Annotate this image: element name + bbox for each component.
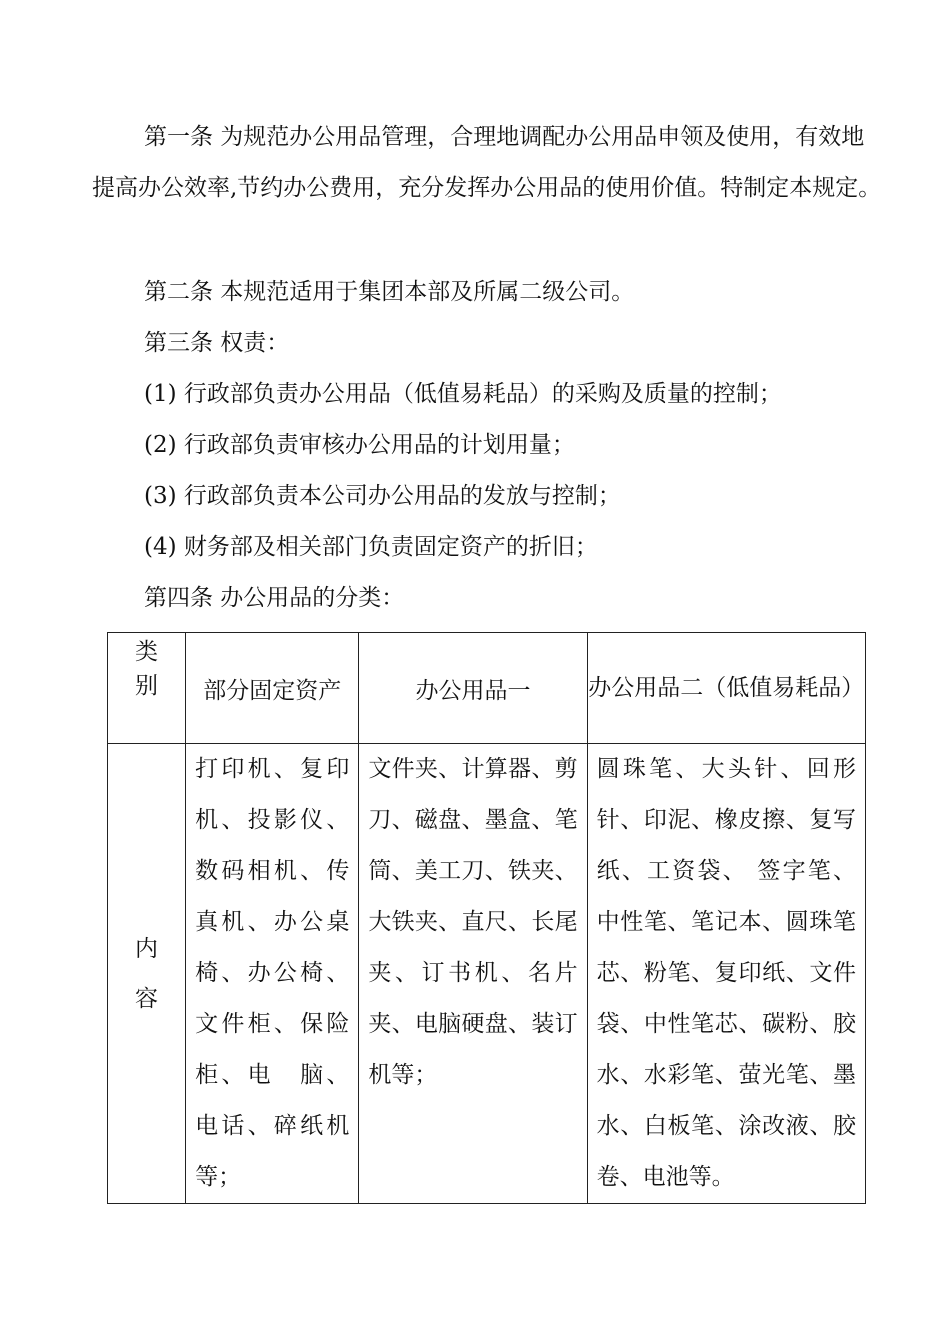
article-3-heading: 第三条 权责： xyxy=(144,330,290,356)
supplies-category-table xyxy=(107,632,866,1204)
header-supplies-one-cell: 办公用品一 xyxy=(359,633,587,744)
header-supplies-two-cell: 办公用品二（低值易耗品） xyxy=(587,633,865,744)
header-category-cell: 类 别 xyxy=(108,633,186,744)
fixed-assets-content-cell: 打印机、复印机、投影仪、数码相机、传真机、办公桌椅、办公椅、文件柜、保险柜、电 脑、电话、碎纸机等； xyxy=(186,744,359,1204)
article-1-text: 第一条 为规范办公用品管理，合理地调配办公用品申领及使用，有效地提高办公效率,节约办公费用，充分发挥办公用品的使用价值。特制定本规定。 xyxy=(92,124,882,201)
duty-item-1: (1) 行政部负责办公用品（低值易耗品）的采购及质量的控制； xyxy=(144,381,782,407)
duty-item-2: (2) 行政部负责审核办公用品的计划用量； xyxy=(144,432,575,458)
duty-item-3: (3) 行政部负责本公司办公用品的发放与控制； xyxy=(144,483,621,509)
table-header-row xyxy=(108,633,866,744)
table-content-row xyxy=(108,744,866,1204)
article-2-text: 第二条 本规范适用于集团本部及所属二级公司。 xyxy=(144,279,635,305)
header-fixed-assets-cell: 部分固定资产 xyxy=(186,633,359,744)
duty-item-4: (4) 财务部及相关部门负责固定资产的折旧； xyxy=(144,534,598,560)
supplies-two-content-cell: 圆珠笔、大头针、回形针、印泥、橡皮擦、复写纸、工资袋、 签字笔、中性笔、笔记本、圆珠笔芯、粉笔、复印纸、文件袋、中性笔芯、碳粉、胶水、水彩笔、萤光笔、墨水、白板笔、涂改液、胶卷、电池等。 xyxy=(587,744,865,1204)
supplies-one-content-cell: 文件夹、计算器、剪刀、磁盘、墨盒、笔筒、美工刀、铁夹、大铁夹、直尺、长尾夹、订书机、名片夹、电脑硬盘、装订机等； xyxy=(359,744,587,1204)
article-4-heading: 第四条 办公用品的分类： xyxy=(144,585,405,611)
content-label-cell: 内 容 xyxy=(108,744,186,1204)
